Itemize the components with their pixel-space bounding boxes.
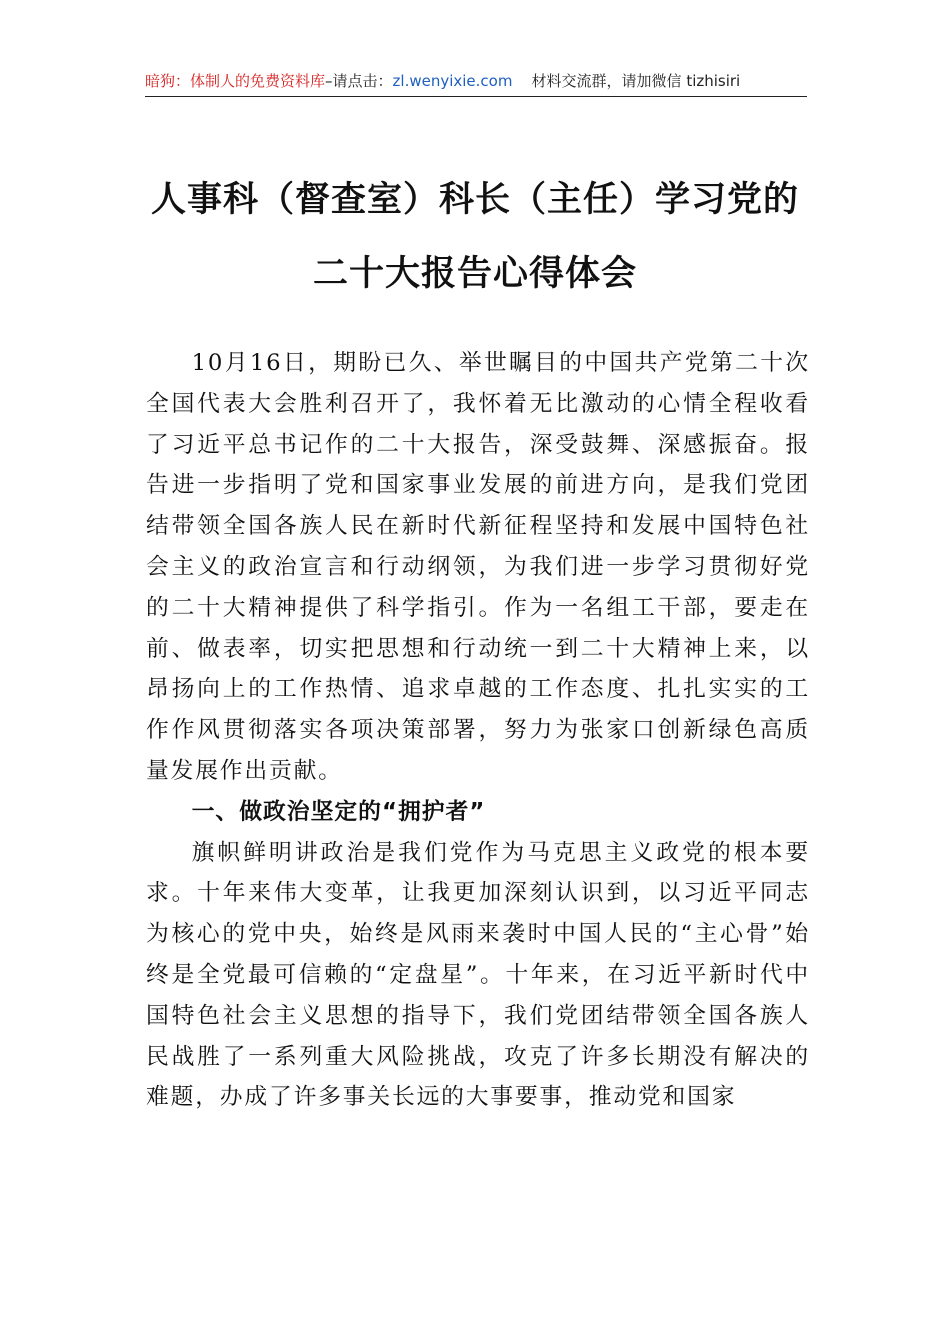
header-url-link[interactable]: zl.wenyixie.com <box>392 72 513 90</box>
header-click-prompt: –请点击： <box>325 72 393 90</box>
paragraph-intro: 10月16日，期盼已久、举世瞩目的中国共产党第二十次全国代表大会胜利召开了，我怀着无比激动的心情全程收看了习近平总书记作的二十大报告，深受鼓舞、深感振奋。报告进一步指明了党和国家事业发展的前进方向，是我们党团结带领全国各族人民在新时代新征程坚持和发展中国特色社会主义的政治宣言和行动纲领，为我们进一步学习贯彻好党的二十大精神提供了科学指引。作为一名组工干部，要走在前、做表率，切实把思想和行动统一到二十大精神上来，以昂扬向上的工作热情、追求卓越的工作态度、扎扎实实的工作作风贯彻落实各项决策部署，努力为张家口创新绿色高质量发展作出贡献。 <box>146 350 810 784</box>
paragraph-section1: 旗帜鲜明讲政治是我们党作为马克思主义政党的根本要求。十年来伟大变革，让我更加深刻认识到，以习近平同志为核心的党中央，始终是风雨来袭时中国人民的“主心骨”始终是全党最可信赖的“定盘星”。十年来，在习近平新时代中国特色社会主义思想的指导下，我们党团结带领全国各族人民战胜了一系列重大风险挑战，攻克了许多长期没有解决的难题，办成了许多事关长远的大事要事，推动党和国家 <box>146 839 810 1111</box>
header-contact: 材料交流群，请加微信 tizhisiri <box>531 72 741 90</box>
section-heading: 一、做政治坚定的“拥护者” <box>191 798 486 825</box>
header-site-name: 暗狗：体制人的免费资料库 <box>145 72 326 90</box>
document-body <box>146 343 810 1118</box>
document-title-line2: 二十大报告心得体会 <box>312 253 637 294</box>
page-header <box>145 70 807 97</box>
document-title-line1: 人事科（督查室）科长（主任）学习党的 <box>150 179 799 220</box>
